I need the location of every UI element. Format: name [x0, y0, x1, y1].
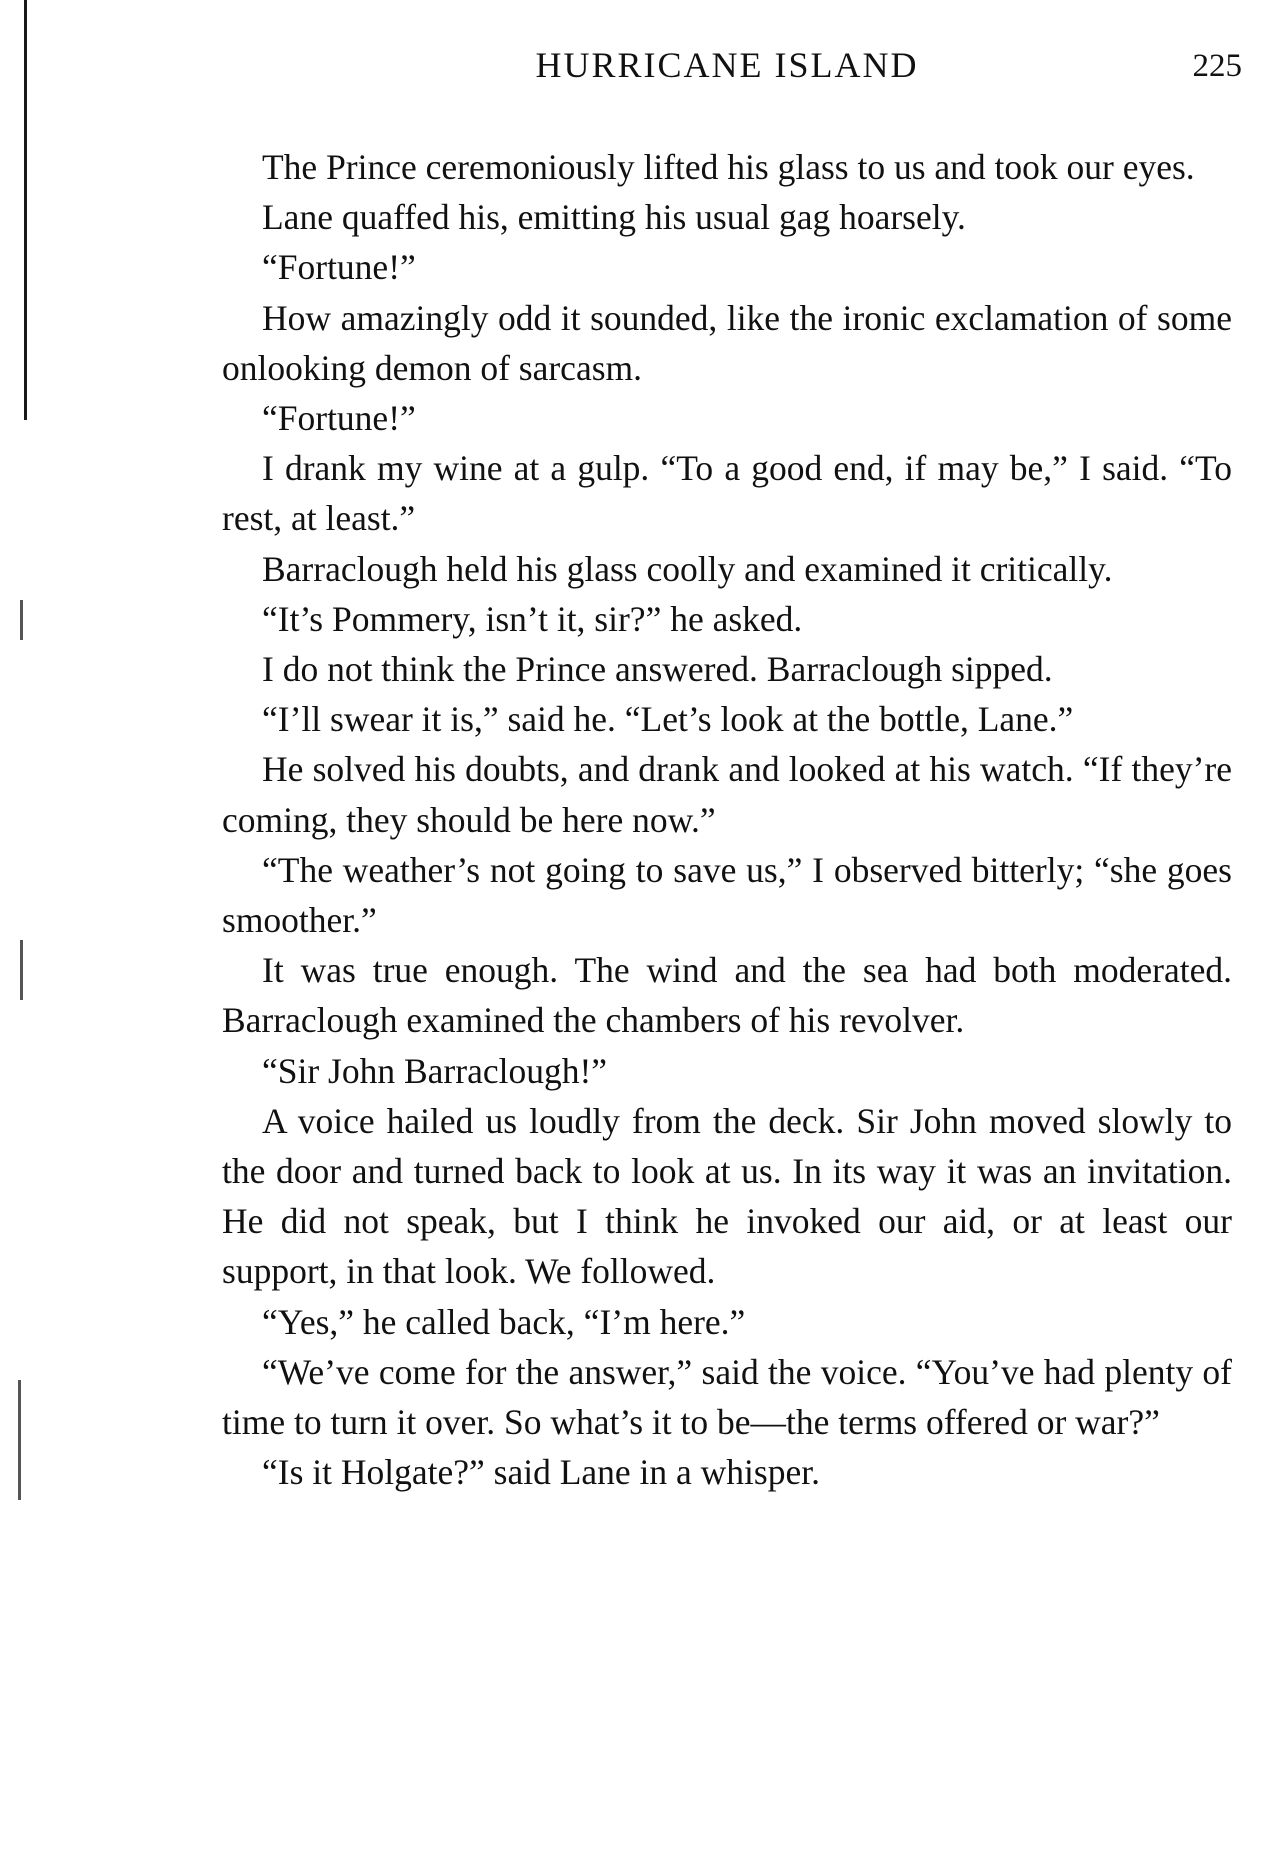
paragraph: Lane quaffed his, emitting his usual gag hoarsely. — [262, 197, 966, 238]
page-number: 225 — [1192, 48, 1242, 84]
paragraph: A voice hailed us loudly from the deck. Sir John moved slowly to the door and turned back to look at us. In its way it was an invitation. He did not speak, but I think he invoked our aid, or at least our support, in that look. We followed. — [222, 1100, 1232, 1292]
binding-edge-line — [24, 0, 27, 420]
paragraph: “It’s Pommery, isn’t it, sir?” he asked. — [262, 598, 803, 639]
paragraph: “Is it Holgate?” said Lane in a whisper. — [262, 1452, 820, 1493]
paragraph: “Fortune!” — [262, 398, 416, 439]
paragraph: “Fortune!” — [262, 247, 416, 288]
paragraph: I drank my wine at a gulp. “To a good end, if may be,” I said. “To rest, at least.” — [222, 448, 1232, 539]
paragraph: “I’ll swear it is,” said he. “Let’s look at the bottle, Lane.” — [262, 699, 1074, 740]
paragraph: “The weather’s not going to save us,” I observed bitterly; “she goes smoother.” — [222, 849, 1232, 941]
paragraph: He solved his doubts, and drank and looked at his watch. “If they’re coming, they should be here now.” — [222, 749, 1232, 840]
paragraph: I do not think the Prince answered. Barraclough sipped. — [262, 649, 1053, 690]
paragraph: “Yes,” he called back, “I’m here.” — [262, 1301, 746, 1342]
paragraph: “We’ve come for the answer,” said the voice. “You’ve had plenty of time to turn it over. So what’s it to be—the terms offered or war?” — [222, 1351, 1232, 1443]
gutter-speck — [20, 940, 23, 1000]
paragraph: Barraclough held his glass coolly and examined it critically. — [262, 548, 1113, 589]
body-text — [222, 142, 1232, 1497]
paragraph: “Sir John Barraclough!” — [262, 1050, 608, 1091]
gutter-speck — [18, 1380, 21, 1500]
gutter-speck — [20, 600, 23, 640]
running-head-title: HURRICANE ISLAND — [535, 45, 919, 85]
paragraph: How amazingly odd it sounded, like the ironic exclamation of some onlooking demon of sarcasm. — [222, 297, 1232, 388]
paragraph: The Prince ceremoniously lifted his glass to us and took our eyes. — [262, 147, 1195, 187]
running-head — [222, 44, 1242, 94]
paragraph: It was true enough. The wind and the sea had both moderated. Barraclough examined the chambers of his revolver. — [222, 950, 1232, 1041]
